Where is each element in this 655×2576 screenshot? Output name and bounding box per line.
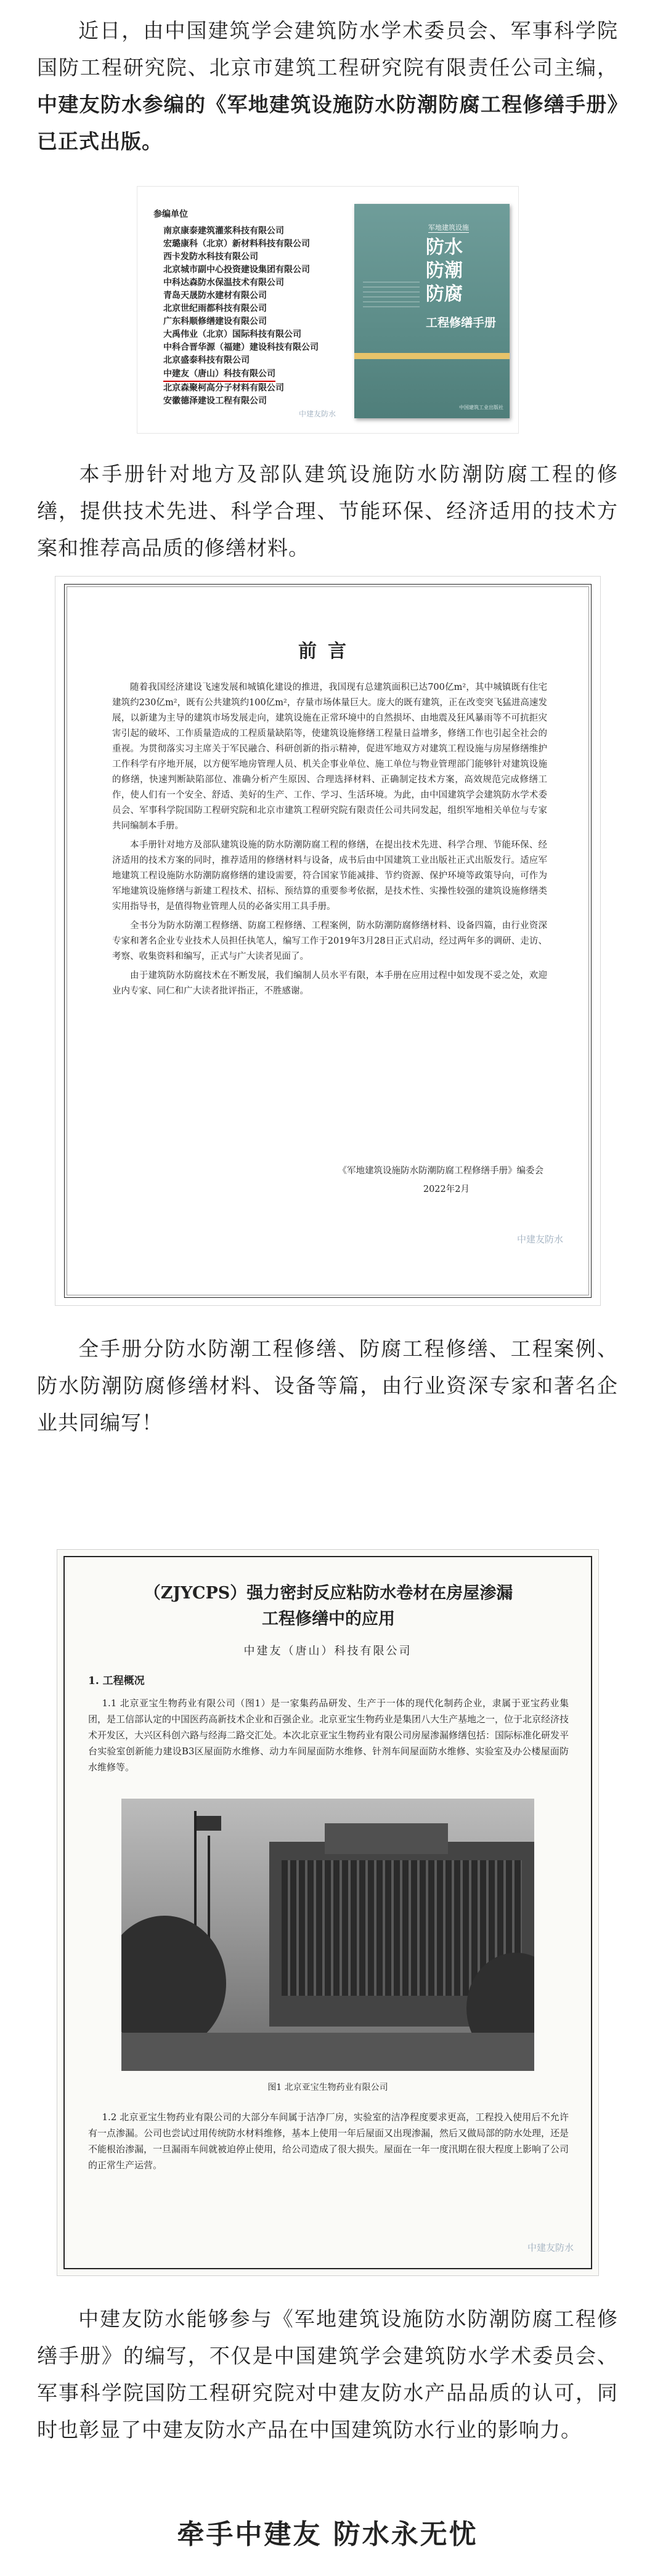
participating-unit-item: 青岛天晟防水建材有限公司 [163,291,267,301]
participating-units-title: 参编单位 [153,209,188,219]
figure-article-page [57,1549,599,2276]
book-cover-publisher: 中国建筑工业出版社 [459,405,503,410]
participating-unit-item: 安徽德泽建设工程有限公司 [163,396,267,406]
book-title-line: 防潮 [426,260,463,281]
paragraph-text: 中建友防水能够参与《军地建筑设施防水防潮防腐工程修缮手册》的编写，不仅是中国建筑学会建筑防水学术委员会、军事科学院国防工程研究院对中建友防水产品品质的认可，同时也彰显了中建友防水产品在中国建筑防水行业的影响力。 [37,2307,618,2442]
book-cover-title [426,236,463,306]
figure-caption: 图1 北京亚宝生物药业有限公司 [267,2083,388,2092]
preface-paragraph: 随着我国经济建设飞速发展和城镇化建设的推进，我国现有总建筑面积已达700亿m²，其中城镇既有住宅建筑约230亿m²，既有公共建筑约100亿m²，存量市场体量巨大。庞大的既有建筑，正在改变突飞猛进高速发展，以新建为主导的建筑市场发展走向，建筑设施在正常环境中的自然损坏、由地震及狂风暴雨等不可抗拒灾害引起的破坏、工作质量造成的工程质量缺陷等，使建筑设施修缮工程量日益增多，修缮工作也引起全社会的重视。为贯彻落实习主席关于军民融合、科研创新的指示精神，促进军地双方对建筑工程设施与房屋修缮维护工作科学有序地开展，以方便军地房管理人员、机关企事业单位、施工单位与物业管理部门能够针对建筑设施的修缮，快速判断缺陷部位、准确分析产生原因、合理选择材料、正确制定技术方案，高效规范完成修缮工作，使人们有一个安全、舒适、美好的生产、工作、学习、生活环境。为此，由中国建筑学会建筑防水学术委员会、军事科学院国防工程研究院和北京市建筑工程研究院有限责任公司共同发起，组织军地相关单位与专家共同编制本手册。 [112,682,547,831]
intro-paragraph-2 [37,456,618,567]
figure-book-cover [137,186,519,434]
book-title-line: 防水 [426,237,463,258]
article-author: 中建友（唐山）科技有限公司 [243,1645,412,1658]
building-shape [325,1823,448,1854]
preface-paragraph: 本手册针对地方及部队建筑设施的防水防潮防腐工程的修缮，在提出技术先进、科学合理、节能环保、经济适用的技术方案的同时，推荐适用的修缮材料与设备，成书后由中国建筑工业出版社正式出版发行。适应军地建筑工程设施防水防潮防腐修缮的建设需要，符合国家节能减排、节约资源、保护环境等政策导向，可作为军地建筑设施修缮与新建工程技术、招标、预结算的重要参考依据，是技术性、实操性较强的建筑设施修缮类实用指导书，是值得物业管理人员的必备实用工具手册。 [112,840,547,912]
participating-unit-item: 北京世纪雨都科技有限公司 [163,304,267,314]
intro-text: 近日，由中国建筑学会建筑防水学术委员会、军事科学院国防工程研究院、北京市建筑工程研究院有限责任公司主编， [37,18,618,79]
participating-unit-item: 西卡发防水科技有限公司 [163,252,258,262]
book-cover-series: 军地建筑设施 [428,224,469,232]
intro-paragraph [37,12,618,160]
participating-unit-item: 南京康泰建筑灌浆科技有限公司 [163,226,284,236]
participating-units-panel [153,208,351,408]
book-cover-decoration [363,278,420,311]
preface-sign-org: 《军地建筑设施防水防潮防腐工程修缮手册》编委会 [338,1166,543,1176]
participating-unit-item: 中科合晋华源（福建）建设科技有限公司 [163,342,319,352]
flag [197,1816,221,1831]
article-title [82,1581,575,1632]
watermark-logo: 中建友防水 [527,2242,574,2253]
preface-paragraph: 由于建筑防水防腐技术在不断发展，我们编制人员水平有限，本手册在应用过程中如发现不妥之处，欢迎业内专家、同仁和广大读者批评指正，不胜感谢。 [112,971,547,996]
book-title-line: 防腐 [426,283,463,305]
participating-unit-item: 北京城市副中心投资建设集团有限公司 [163,265,310,275]
participating-unit-item: 大禹伟业（北京）国际科技有限公司 [163,330,301,339]
slogan: 牵手中建友 防水永无忧 [177,2519,478,2550]
preface-signature [108,1162,543,1199]
figure-preface-page [55,576,601,1306]
preface-paragraph: 全书分为防水防潮工程修缮、防腐工程修缮、工程案例，防水防潮防腐修缮材料、设备四篇，由行业资深专家和著名企业专业技术人员担任执笔人，编写工作于2019年3月28日正式启动，经过两年多的调研、走访、考察、收集资料和编写，正式与广大读者见面了。 [112,921,547,962]
article-paragraph: 1.2 北京亚宝生物药业有限公司的大部分车间属于洁净厂房，实验室的洁净程度要求更高，工程投入使用后不允许有一点渗漏。公司也尝试过用传统防水材料维修，基本上使用一年后屋面又出现渗漏，然后又做局部的防水处理，还是不能根治渗漏，一旦漏雨车间就被迫停止使用，给公司造成了很大损失。屋面在一年一度汛期在很大程度上影响了公司的正常生产运营。 [88,2112,569,2171]
preface-title: 前言 [298,641,357,662]
watermark-logo: 中建友防水 [299,410,336,418]
book-cover-subtitle: 工程修缮手册 [426,316,497,330]
article-title-line: 工程修缮中的应用 [262,1610,395,1629]
preface-date: 2022年2月 [423,1185,470,1194]
article-section-heading: 1. 工程概况 [88,1675,145,1687]
paragraph-text: 全手册分防水防潮工程修缮、防腐工程修缮、工程案例、防水防潮防腐修缮材料、设备等篇，由行业资深专家和著名企业共同编写！ [37,1337,618,1435]
book-cover-image [354,204,510,418]
participating-units-list [153,225,351,408]
book-cover-band [354,353,510,359]
intro-bold-text: 中建友防水参编的《军地建筑设施防水防潮防腐工程修缮手册》已正式出版。 [37,92,618,153]
participating-unit-item: 中建友（唐山）科技有限公司 [163,368,275,382]
article-paragraph: 1.1 北京亚宝生物药业有限公司（图1）是一家集药品研发、生产于一体的现代化制药企业，隶属于亚宝药业集团，是工信部认定的中国医药高新技术企业和百强企业。北京亚宝生物药业是集团八大生产基地之一，位于北京经济技术开发区，大兴区科创六路与经海二路交汇处。本次北京亚宝生物药业有限公司房屋渗漏修缮包括：国际标准化研发平台实验室创新能力建设B3区屋面防水维修、动力车间屋面防水维修、针剂车间屋面防水维修、实验室及办公楼屋面防水维修等。 [88,1698,569,1773]
watermark-logo: 中建友防水 [516,1234,563,1245]
intro-paragraph-3 [37,1331,618,1441]
building-photo [121,1799,534,2071]
participating-unit-item: 北京盛泰科技有限公司 [163,355,250,365]
participating-unit-item: 宏璐康科（北京）新材料科技有限公司 [163,239,310,249]
tree [121,1916,226,2051]
paragraph-text: 本手册针对地方及部队建筑设施防水防潮防腐工程的修缮，提供技术先进、科学合理、节能环保、经济适用的技术方案和推荐高品质的修缮材料。 [37,462,618,560]
closing-paragraph [37,2301,618,2448]
preface-body [112,680,547,1003]
participating-unit-item: 中科达森防水保温技术有限公司 [163,278,284,288]
ground [121,2033,534,2071]
participating-unit-item: 广东科顺修缮建设有限公司 [163,317,267,326]
participating-unit-item: 北京森聚柯高分子材料有限公司 [163,383,284,393]
article-title-line: （ZJYCPS）强力密封反应粘防水卷材在房屋渗漏 [144,1584,513,1603]
